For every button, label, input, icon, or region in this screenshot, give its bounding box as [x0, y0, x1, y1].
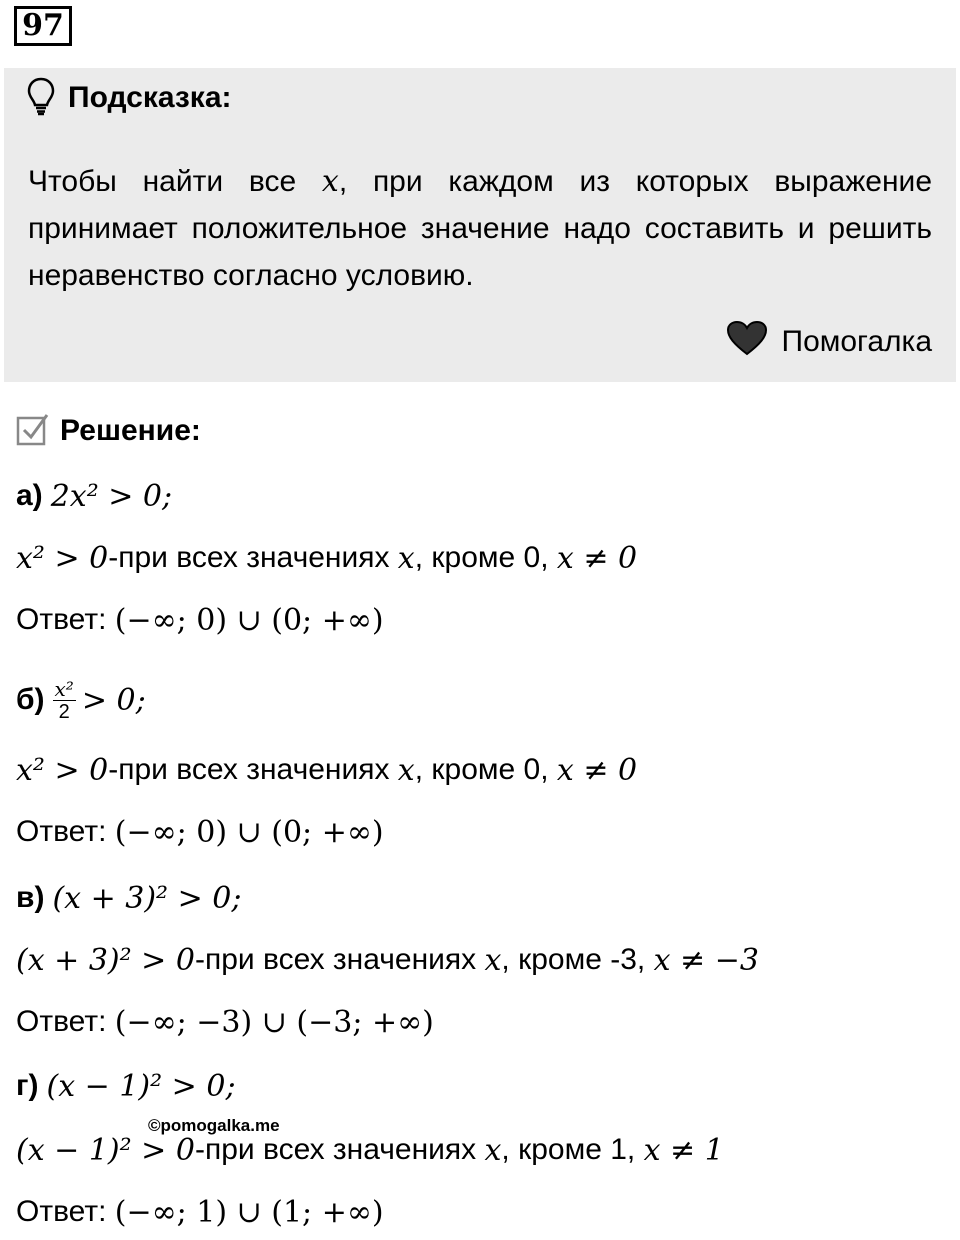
hint-text	[28, 158, 932, 299]
item-d-statement	[16, 1128, 724, 1172]
statement-cond: x ≠ −3	[653, 942, 759, 978]
statement-var: x	[397, 752, 415, 788]
heart-icon	[726, 320, 768, 364]
item-label: г)	[16, 1069, 39, 1102]
statement-text: -при всех значениях	[108, 753, 398, 786]
statement-var: x	[397, 540, 415, 576]
task-number: 97	[14, 6, 72, 46]
item-d-problem	[16, 1064, 236, 1108]
problem-expr: 2x² > 0;	[50, 478, 173, 514]
solution-title: Решение:	[60, 414, 201, 447]
lightbulb-icon	[26, 76, 56, 121]
item-label: в)	[16, 881, 45, 914]
statement-expr: x² > 0	[16, 540, 109, 576]
statement-cond: x ≠ 0	[556, 752, 638, 788]
answer-expr: (−∞; 0) ∪ (0; +∞)	[114, 602, 384, 638]
brand	[726, 318, 933, 366]
fraction-numerator: x²	[54, 676, 74, 701]
statement-cond: x ≠ 1	[643, 1132, 724, 1168]
statement-expr: (x + 3)² > 0	[16, 942, 195, 978]
problem-rest: > 0;	[81, 682, 146, 718]
answer-expr: (−∞; 0) ∪ (0; +∞)	[114, 814, 384, 850]
statement-except: , кроме -3,	[501, 943, 654, 976]
statement-except: , кроме 0,	[414, 541, 557, 574]
hint-var: x	[321, 164, 339, 199]
statement-except: , кроме 0,	[414, 753, 557, 786]
statement-var: x	[484, 942, 502, 978]
problem-expr: (x + 3)² > 0;	[52, 880, 242, 916]
statement-text: -при всех значениях	[194, 1133, 485, 1166]
item-a-problem	[16, 474, 172, 518]
problem-fraction	[53, 678, 76, 723]
item-a-answer	[16, 598, 384, 642]
answer-label: Ответ:	[16, 1005, 115, 1038]
statement-text: -при всех значениях	[194, 943, 485, 976]
item-c-answer	[16, 1000, 434, 1044]
item-b-answer	[16, 810, 384, 854]
hint-text-start: Чтобы найти все	[28, 165, 322, 198]
item-b-problem	[16, 668, 146, 732]
item-label: а)	[16, 479, 43, 512]
hint-text-end: , при каждом из которых выражение принимает положительное значение надо составить и решить неравенство согласно условию.	[28, 165, 932, 292]
hint-title: Подсказка:	[68, 81, 232, 114]
fraction-denominator: 2	[58, 700, 70, 723]
item-d-answer	[16, 1190, 384, 1234]
statement-cond: x ≠ 0	[556, 540, 638, 576]
solution-header	[16, 408, 201, 454]
item-label: б)	[16, 683, 45, 716]
item-b-statement	[16, 748, 637, 792]
answer-label: Ответ:	[16, 603, 115, 636]
hint-header	[26, 78, 232, 118]
statement-expr: x² > 0	[16, 752, 109, 788]
statement-text: -при всех значениях	[108, 541, 398, 574]
answer-label: Ответ:	[16, 815, 115, 848]
item-c-problem	[16, 876, 242, 920]
statement-expr: (x − 1)² > 0	[16, 1132, 195, 1168]
problem-expr: (x − 1)² > 0;	[46, 1068, 236, 1104]
checkbox-icon	[16, 412, 50, 451]
answer-expr: (−∞; 1) ∪ (1; +∞)	[114, 1194, 384, 1230]
answer-expr: (−∞; −3) ∪ (−3; +∞)	[114, 1004, 434, 1040]
answer-label: Ответ:	[16, 1195, 115, 1228]
statement-except: , кроме 1,	[501, 1133, 644, 1166]
watermark: ©pomogalka.me	[148, 1116, 280, 1135]
item-a-statement	[16, 536, 637, 580]
item-c-statement	[16, 938, 759, 982]
statement-var: x	[484, 1132, 502, 1168]
brand-name: Помогалка	[781, 325, 932, 358]
